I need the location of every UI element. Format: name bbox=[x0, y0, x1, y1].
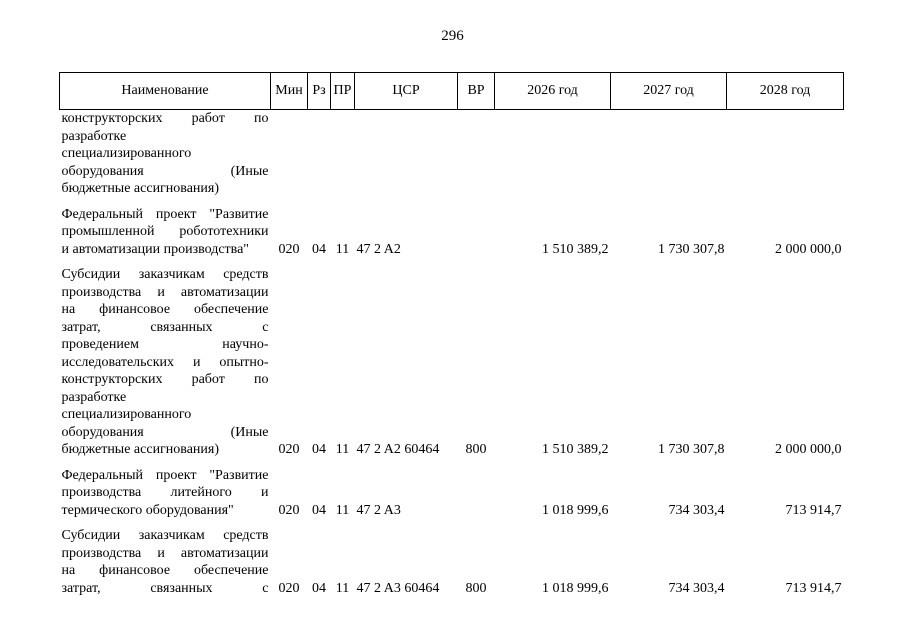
name-line: разработке bbox=[61, 128, 127, 144]
cell-min: 020 bbox=[278, 442, 300, 457]
name-line: оборудования (Иные bbox=[61, 163, 269, 179]
spacer-cell bbox=[60, 519, 271, 527]
cell-min: 020 bbox=[278, 502, 300, 518]
name-line: бюджетные ассигнования) bbox=[61, 181, 220, 196]
spacer-cell bbox=[611, 258, 727, 266]
spacer-cell bbox=[331, 258, 355, 266]
row-spacer bbox=[60, 258, 844, 266]
spacer-cell bbox=[60, 198, 271, 206]
spacer-cell bbox=[727, 198, 844, 206]
budget-table bbox=[59, 72, 844, 597]
spacer-cell bbox=[355, 258, 458, 266]
page-number: 296 bbox=[441, 28, 464, 44]
name-line: специализированного bbox=[61, 407, 192, 422]
cell-vr: 800 bbox=[465, 442, 487, 457]
spacer-cell bbox=[331, 519, 355, 527]
name-line: проведением научно- bbox=[61, 337, 269, 352]
spacer-cell bbox=[727, 258, 844, 266]
table-row bbox=[60, 467, 844, 520]
table-header-row bbox=[60, 73, 844, 110]
cell-2026 bbox=[495, 110, 611, 198]
spacer-cell bbox=[727, 519, 844, 527]
cell-2027: 1 730 307,8 bbox=[658, 442, 725, 457]
table-row bbox=[60, 206, 844, 259]
spacer-cell bbox=[271, 519, 308, 527]
name-line: термического оборудования" bbox=[61, 502, 234, 518]
cell-2028: 2 000 000,0 bbox=[775, 442, 842, 457]
spacer-cell bbox=[355, 519, 458, 527]
name-line: разработке bbox=[61, 389, 127, 405]
spacer-cell bbox=[495, 459, 611, 467]
name-line: Федеральный проект "Развитие bbox=[61, 467, 269, 483]
cell-2028: 713 914,7 bbox=[785, 580, 842, 596]
row-spacer bbox=[60, 459, 844, 467]
spacer-cell bbox=[458, 519, 495, 527]
cell-vr bbox=[458, 206, 495, 259]
name-line: исследовательских и опытно- bbox=[61, 354, 269, 370]
cell-csr: 47 2 A3 bbox=[356, 502, 401, 518]
cell-pr: 11 bbox=[335, 241, 350, 257]
spacer-cell bbox=[611, 519, 727, 527]
name-line: затрат, связанных с bbox=[61, 319, 269, 335]
cell-pr: 11 bbox=[335, 442, 350, 457]
cell-pr: 11 bbox=[335, 502, 350, 518]
cell-name bbox=[60, 266, 271, 459]
row-spacer bbox=[60, 198, 844, 206]
cell-2027 bbox=[611, 110, 727, 198]
cell-csr bbox=[355, 110, 458, 198]
cell-vr bbox=[458, 467, 495, 520]
cell-csr: 47 2 A3 60464 bbox=[356, 580, 440, 596]
spacer-cell bbox=[458, 198, 495, 206]
cell-min bbox=[271, 110, 308, 198]
name-line: Субсидии заказчикам средств bbox=[61, 267, 269, 282]
name-line: промышленной робототехники bbox=[61, 224, 269, 239]
cell-2028: 713 914,7 bbox=[785, 502, 842, 518]
cell-vr bbox=[458, 110, 495, 198]
cell-rz: 04 bbox=[312, 442, 326, 457]
cell-csr: 47 2 A2 bbox=[356, 241, 401, 257]
cell-name bbox=[60, 527, 271, 597]
cell-2028 bbox=[727, 110, 844, 198]
cell-rz bbox=[308, 110, 331, 198]
header-min: Мин bbox=[271, 73, 308, 110]
spacer-cell bbox=[355, 459, 458, 467]
header-pr: ПР bbox=[331, 73, 355, 110]
spacer-cell bbox=[727, 459, 844, 467]
name-line: оборудования (Иные bbox=[61, 424, 269, 440]
name-line: производства и автоматизации bbox=[61, 284, 269, 300]
cell-rz: 04 bbox=[312, 502, 326, 518]
header-rz: Рз bbox=[308, 73, 331, 110]
spacer-cell bbox=[495, 519, 611, 527]
spacer-cell bbox=[611, 198, 727, 206]
spacer-cell bbox=[611, 459, 727, 467]
spacer-cell bbox=[308, 459, 331, 467]
name-line: конструкторских работ по bbox=[61, 372, 269, 387]
name-line: на финансовое обеспечение bbox=[61, 563, 269, 578]
cell-name bbox=[60, 467, 271, 520]
cell-2026: 1 018 999,6 bbox=[542, 580, 609, 596]
cell-2026: 1 510 389,2 bbox=[542, 241, 609, 257]
name-line: Субсидии заказчикам средств bbox=[61, 528, 269, 543]
spacer-cell bbox=[308, 258, 331, 266]
spacer-cell bbox=[331, 198, 355, 206]
cell-2027: 734 303,4 bbox=[668, 502, 725, 518]
cell-2026: 1 018 999,6 bbox=[542, 502, 609, 518]
table-row bbox=[60, 110, 844, 198]
spacer-cell bbox=[331, 459, 355, 467]
row-spacer bbox=[60, 519, 844, 527]
spacer-cell bbox=[308, 198, 331, 206]
name-line: конструкторских работ по bbox=[61, 111, 269, 126]
cell-pr: 11 bbox=[335, 580, 350, 596]
cell-2026: 1 510 389,2 bbox=[542, 442, 609, 457]
spacer-cell bbox=[60, 459, 271, 467]
table-row bbox=[60, 527, 844, 597]
table-row bbox=[60, 266, 844, 459]
cell-2027: 1 730 307,8 bbox=[658, 241, 725, 257]
header-2026: 2026 год bbox=[495, 73, 611, 110]
cell-name bbox=[60, 110, 271, 198]
spacer-cell bbox=[458, 258, 495, 266]
name-line: бюджетные ассигнования) bbox=[61, 442, 220, 457]
spacer-cell bbox=[60, 258, 271, 266]
cell-pr bbox=[331, 110, 355, 198]
spacer-cell bbox=[308, 519, 331, 527]
header-csr: ЦСР bbox=[355, 73, 458, 110]
header-name: Наименование bbox=[60, 73, 271, 110]
cell-rz: 04 bbox=[312, 580, 326, 596]
name-line: затрат, связанных с bbox=[61, 580, 269, 596]
cell-vr: 800 bbox=[465, 580, 487, 596]
cell-name bbox=[60, 206, 271, 259]
name-line: специализированного bbox=[61, 146, 192, 161]
spacer-cell bbox=[495, 198, 611, 206]
header-2028: 2028 год bbox=[727, 73, 844, 110]
cell-2028: 2 000 000,0 bbox=[775, 241, 842, 257]
cell-rz: 04 bbox=[312, 241, 326, 257]
cell-min: 020 bbox=[278, 241, 300, 257]
spacer-cell bbox=[458, 459, 495, 467]
cell-2027: 734 303,4 bbox=[668, 580, 725, 596]
cell-min: 020 bbox=[278, 580, 300, 596]
name-line: производства литейного и bbox=[61, 485, 269, 500]
spacer-cell bbox=[271, 198, 308, 206]
cell-csr: 47 2 A2 60464 bbox=[356, 442, 440, 457]
name-line: на финансовое обеспечение bbox=[61, 302, 269, 317]
spacer-cell bbox=[271, 258, 308, 266]
name-line: Федеральный проект "Развитие bbox=[61, 206, 269, 222]
spacer-cell bbox=[271, 459, 308, 467]
spacer-cell bbox=[355, 198, 458, 206]
header-vr: ВР bbox=[458, 73, 495, 110]
header-2027: 2027 год bbox=[611, 73, 727, 110]
name-line: и автоматизации производства" bbox=[61, 241, 250, 257]
name-line: производства и автоматизации bbox=[61, 545, 269, 561]
spacer-cell bbox=[495, 258, 611, 266]
